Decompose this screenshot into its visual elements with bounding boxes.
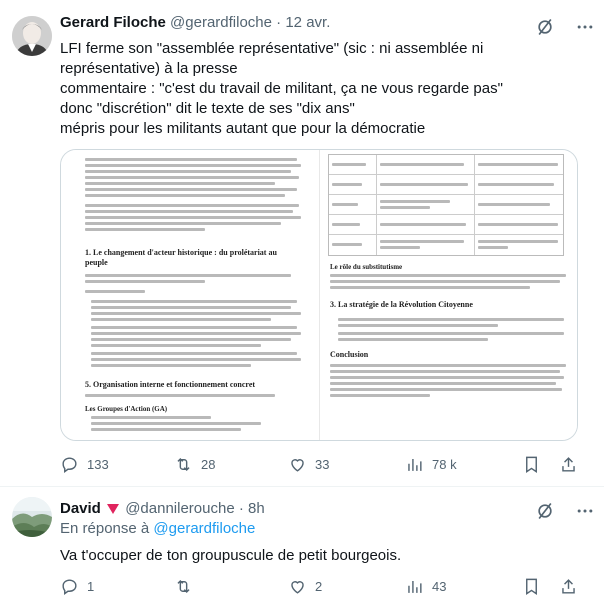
views-count: 78 k xyxy=(432,457,457,472)
grok-icon[interactable] xyxy=(535,501,555,521)
tweet-text: LFI ferme son "assemblée représentative" (sic : ni assemblée ni représentative) à la presse commentaire : "c'est du travail de militant, ça ne vous regarde pas" donc "discrétion" dit le texte de ses "dix ans" mépris pour les militants autant que pour la démocratie xyxy=(60,40,503,137)
retweet-icon xyxy=(174,577,193,596)
tweet-media-image[interactable] xyxy=(60,149,578,441)
reply-extra-actions xyxy=(522,577,578,596)
reply-context-label: En réponse à xyxy=(60,520,150,537)
views-chart-icon xyxy=(405,577,424,596)
doc-heading-substitutisme: Le rôle du substitutisme xyxy=(330,263,403,271)
views-button[interactable] xyxy=(405,455,522,474)
views-count: 43 xyxy=(432,579,447,594)
author-name[interactable]: Gerard Filoche xyxy=(60,14,166,31)
author-handle[interactable]: @gerardfiloche xyxy=(170,14,272,31)
retweet-icon xyxy=(174,455,193,474)
triangle-badge-icon xyxy=(107,501,119,518)
tweet-extra-actions xyxy=(522,455,578,474)
reply-author-handle[interactable]: @dannilerouche xyxy=(125,500,235,517)
document-page-left xyxy=(61,150,320,440)
bookmark-icon[interactable] xyxy=(522,577,541,596)
views-button[interactable] xyxy=(405,577,522,596)
grok-icon[interactable] xyxy=(535,17,555,37)
doc-heading-5: 5. Organisation interne et fonctionnement concret xyxy=(85,380,256,389)
reply-tweet-time[interactable]: 8h xyxy=(248,500,265,517)
reply-top-actions xyxy=(535,501,595,521)
reply-count: 1 xyxy=(87,579,95,594)
more-options-icon[interactable] xyxy=(575,17,595,37)
retweet-count: 28 xyxy=(201,457,216,472)
retweet-button[interactable] xyxy=(174,455,288,474)
reply-separator-dot: · xyxy=(238,500,244,517)
reply-context-mention[interactable]: @gerardfiloche xyxy=(153,520,256,537)
tweet-top-actions xyxy=(535,17,595,37)
tweet-header xyxy=(60,14,330,31)
tweet-actions xyxy=(60,455,578,474)
reply-button[interactable] xyxy=(60,455,174,474)
heart-icon xyxy=(288,455,307,474)
doc-heading-ga: Les Groupes d'Action (GA) xyxy=(85,405,168,413)
doc-heading-3: 3. La stratégie de la Révolution Citoyenne xyxy=(330,300,473,309)
bookmark-icon[interactable] xyxy=(522,455,541,474)
reply-icon xyxy=(60,455,79,474)
reply-author-name[interactable]: David xyxy=(60,500,101,517)
more-options-icon[interactable] xyxy=(575,501,595,521)
document-page-right xyxy=(320,150,578,440)
reply-count: 133 xyxy=(87,457,109,472)
heart-icon xyxy=(288,577,307,596)
retweet-button[interactable] xyxy=(174,577,288,596)
like-count: 2 xyxy=(315,579,323,594)
tweet-time[interactable]: 12 avr. xyxy=(285,14,331,31)
reply-context xyxy=(60,520,255,537)
like-button[interactable] xyxy=(288,455,405,474)
reply-tweet-text: Va t'occuper de ton groupuscule de petit bourgeois. xyxy=(60,547,402,564)
avatar-gerard-filoche[interactable] xyxy=(12,16,52,56)
reply-tweet-actions xyxy=(60,577,578,596)
like-button[interactable] xyxy=(288,577,405,596)
reply-icon xyxy=(60,577,79,596)
like-count: 33 xyxy=(315,457,330,472)
doc-heading-conclusion: Conclusion xyxy=(330,350,369,359)
reply-tweet-header xyxy=(60,500,265,518)
reply-button[interactable] xyxy=(60,577,174,596)
views-chart-icon xyxy=(405,455,424,474)
share-icon[interactable] xyxy=(559,455,578,474)
avatar-david[interactable] xyxy=(12,497,52,537)
doc-table xyxy=(328,154,564,256)
separator-dot: · xyxy=(276,14,282,31)
doc-heading-1: 1. Le changement d'acteur historique : du prolétariat au peuple xyxy=(85,248,277,267)
share-icon[interactable] xyxy=(559,577,578,596)
